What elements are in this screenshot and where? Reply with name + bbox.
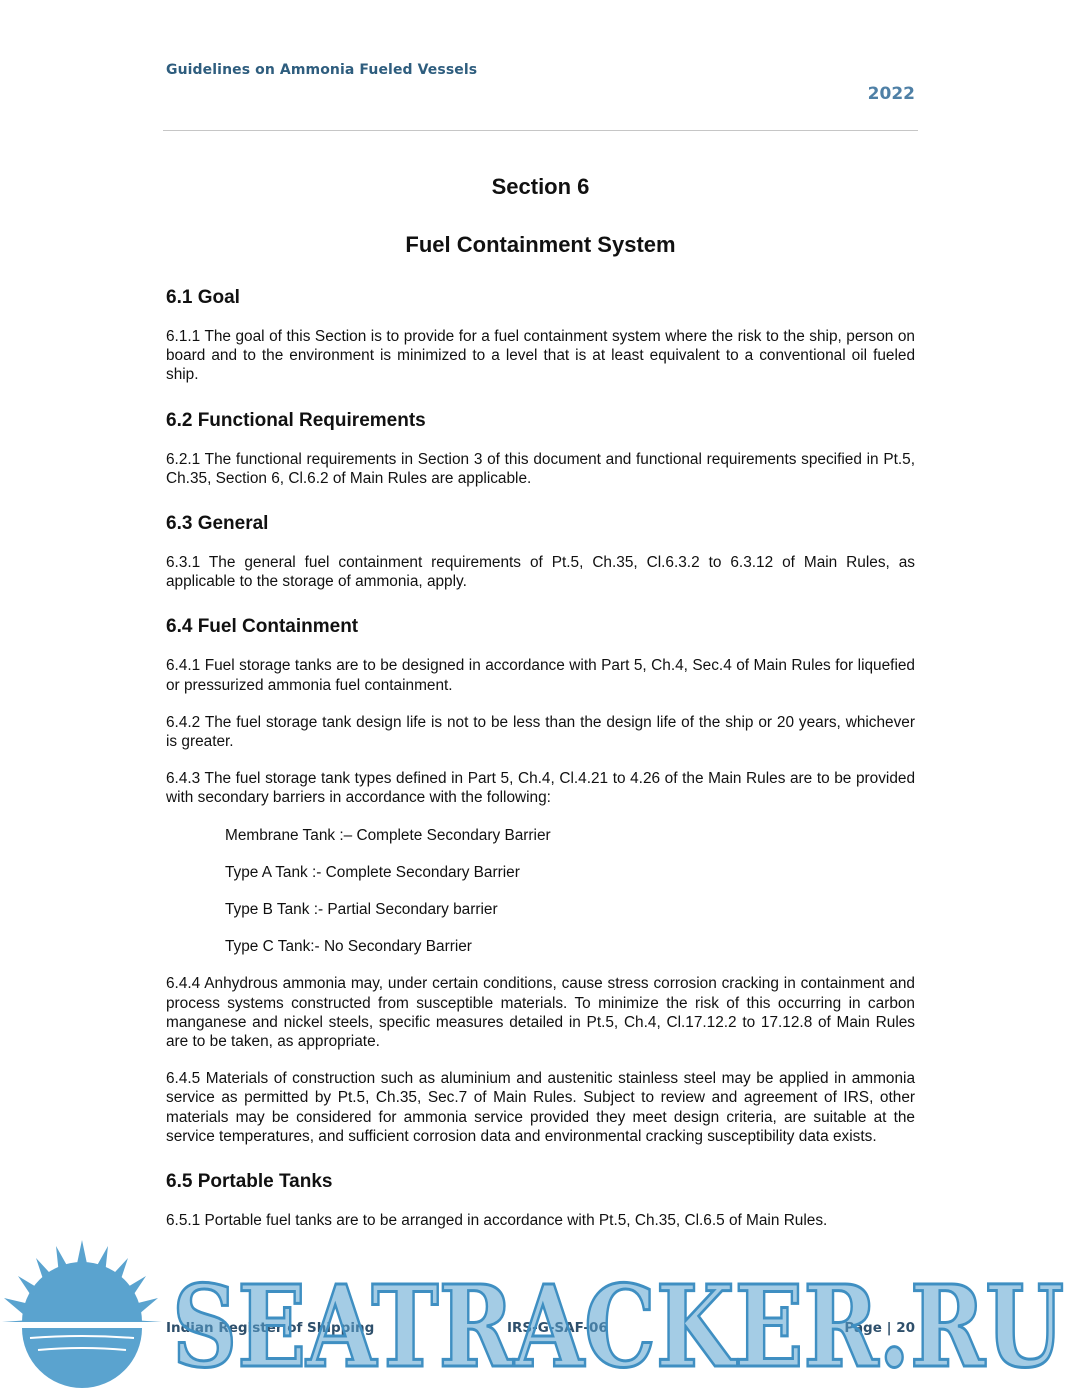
tank-type-b: Type B Tank :- Partial Secondary barrier (225, 901, 498, 919)
header-divider (163, 130, 918, 131)
tank-type-membrane: Membrane Tank :– Complete Secondary Barrier (225, 826, 551, 844)
tank-type-a: Type A Tank :- Complete Secondary Barrier (225, 863, 520, 881)
paragraph-6-4-2: 6.4.2 The fuel storage tank design life is not to be less than the design life of the ship or 20 years, whichever is greater. (166, 713, 915, 751)
footer-document-code: IRS-G-SAF-06 (507, 1320, 608, 1336)
footer-organization: Indian Register of Shipping (166, 1320, 375, 1336)
paragraph-6-4-3: 6.4.3 The fuel storage tank types defined in Part 5, Ch.4, Cl.4.21 to 4.26 of the Main Rules are to be provided with secondary barriers in accordance with the following: (166, 770, 915, 807)
sun-logo-icon (2, 1240, 162, 1388)
page-content (166, 170, 915, 1230)
heading-6-2: 6.2 Functional Requirements (166, 409, 426, 431)
tank-type-c: Type C Tank:- No Secondary Barrier (225, 938, 472, 956)
paragraph-6-4-4: 6.4.4 Anhydrous ammonia may, under certain conditions, cause stress corrosion cracking in containment and process systems constructed from susceptible materials. To minimize the risk of this occurring in carbon manganese and nickel steels, specific measures detailed in Pt.5, Ch.4, Cl.17.12.2 to 17.12.8 of Main Rules are to be taken, as appropriate. (166, 975, 915, 1051)
document-header-title: Guidelines on Ammonia Fueled Vessels (166, 62, 478, 78)
watermark (0, 1238, 1080, 1397)
paragraph-6-2-1: 6.2.1 The functional requirements in Section 3 of this document and functional requirements specified in Pt.5, Ch.35, Section 6, Cl.6.2 of Main Rules are applicable. (166, 450, 915, 487)
heading-6-4: 6.4 Fuel Containment (166, 616, 359, 638)
section-number-title: Section 6 (491, 174, 590, 199)
document-header-year: 2022 (867, 84, 915, 104)
paragraph-6-1-1: 6.1.1 The goal of this Section is to provide for a fuel containment system where the risk to the ship, person on board and to the environment is minimized to a level that is at least equivalent to a conventional oil fueled ship. (166, 328, 915, 384)
paragraph-6-3-1: 6.3.1 The general fuel containment requirements of Pt.5, Ch.35, Cl.6.3.2 to 6.3.12 of Main Rules, as applicable to the storage of ammonia, apply. (166, 554, 915, 591)
heading-6-3: 6.3 General (166, 513, 269, 535)
heading-6-5: 6.5 Portable Tanks (166, 1171, 333, 1193)
footer-page-number: Page | 20 (844, 1320, 915, 1336)
paragraph-6-4-5: 6.4.5 Materials of construction such as aluminium and austenitic stainless steel may be applied in ammonia service as permitted by Pt.5, Ch.35, Sec.7 of Main Rules. Subject to review and agreement of IRS, other materials may be considered for ammonia service provided they meet design criteria, are suitable at the service temperatures, and sufficient corrosion data and environmental cracking susceptibility data exists. (166, 1070, 915, 1145)
paragraph-6-5-1: 6.5.1 Portable fuel tanks are to be arranged in accordance with Pt.5, Ch.35, Cl.6.5 of Main Rules. (166, 1212, 828, 1230)
heading-6-1: 6.1 Goal (166, 287, 240, 308)
watermark-text: SEATRACKER.RU (172, 1262, 1064, 1393)
section-title: Fuel Containment System (405, 232, 676, 257)
paragraph-6-4-1: 6.4.1 Fuel storage tanks are to be designed in accordance with Part 5, Ch.4, Sec.4 of Main Rules for liquefied or pressurized ammonia fuel containment. (166, 657, 915, 694)
